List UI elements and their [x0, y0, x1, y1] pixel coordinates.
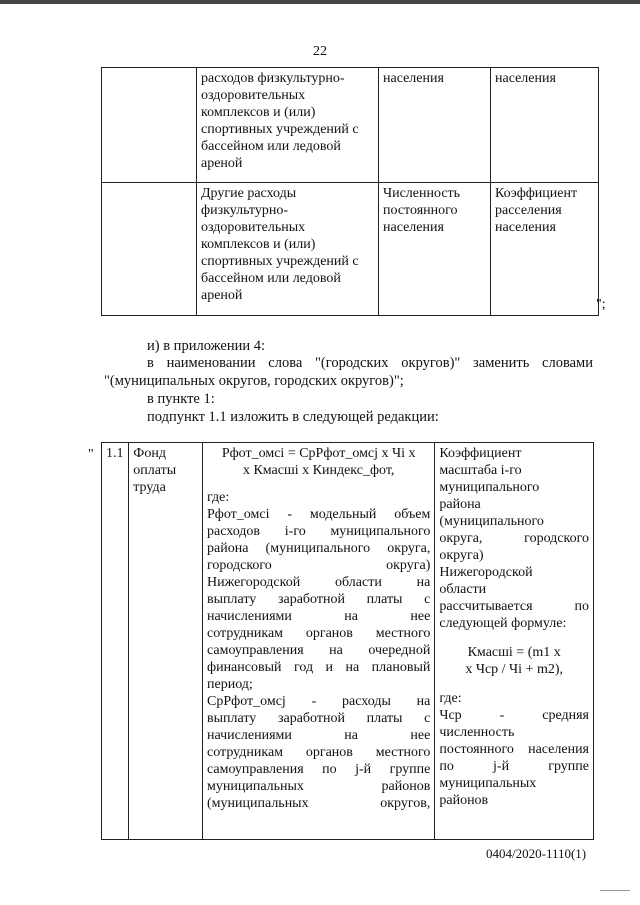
- coef-calc-rest: [439, 615, 589, 632]
- scan-top-edge: [0, 0, 640, 4]
- table-cell-formula: Рфот_омсi = СрРфот_омсj x Чi x x Кмасшi x Киндекс_фот, где: Рфот_омсi - модельный объем расходов i-го муниципального района (муниципального округа, городского округа) Нижегородской области на выплату заработной платы с начислениями на нее сотрудникам органов местного самоуправления на очередной финансовый год и на плановый период; СрРфот_омсj - расходы на выплату заработной платы с начислениями на нее сотрудникам органов местного самоуправления по j-й группе муниципальных районов (муниципальных округов,: [203, 443, 435, 840]
- text-line: Фонд: [133, 446, 166, 461]
- text-line: округа): [439, 548, 484, 563]
- text-line: масштаба i-го: [439, 463, 522, 478]
- definition-srrfot: [207, 693, 430, 812]
- table-cell-expense-name: [197, 68, 379, 183]
- text-line: Чср - средняя: [439, 708, 589, 723]
- text-line: (муниципальных округов,: [207, 796, 431, 811]
- coef-def-rest: [439, 775, 589, 809]
- text-line: Другие расходы: [201, 186, 297, 201]
- where-label: где:: [207, 490, 230, 505]
- text-line: сотрудникам органов местного: [207, 626, 431, 641]
- wage-fund-table: [101, 442, 594, 840]
- text-line: оплаты: [133, 463, 177, 478]
- text-line: расселения: [495, 203, 562, 218]
- indicators-table-continued: [101, 67, 599, 316]
- text-line: Рфот_омсi - модельный объем: [207, 507, 431, 522]
- table-cell-empty: [102, 68, 197, 183]
- text-line: Нижегородской: [439, 565, 533, 580]
- text-line: оздоровительных: [201, 88, 306, 103]
- text-line: ареной: [201, 288, 243, 303]
- text-line: x Кмасшi x Киндекс_фот,: [242, 463, 395, 478]
- text-line: самоуправления на очередной: [207, 643, 431, 658]
- table-cell-coefficient: [491, 183, 599, 316]
- text-line: сотрудникам органов местного: [207, 745, 431, 760]
- text-line: спортивных учреждений с: [201, 254, 359, 269]
- text-line: рассчитывается по: [439, 599, 589, 614]
- coef-intro-rest: [439, 479, 589, 513]
- text-line: оздоровительных: [201, 220, 306, 235]
- table-cell-coefficient: [491, 68, 599, 183]
- definition-rfot: [207, 506, 430, 676]
- table-cell-number: 1.1: [102, 443, 129, 840]
- table-row: [102, 68, 599, 183]
- text-line: Рфот_омсi = СрРфот_омсj x Чi x: [221, 446, 416, 461]
- paragraph-subpoint-1-1: подпункт 1.1 изложить в следующей редакции:: [147, 409, 439, 425]
- text-line: области: [439, 582, 487, 597]
- text-line: расходов i-го муниципального: [207, 524, 431, 539]
- coef-intro: [439, 445, 589, 479]
- table-cell-expense-name: [197, 183, 379, 316]
- text-line: спортивных учреждений с: [201, 122, 359, 137]
- text-line: выплату заработной платы с: [207, 592, 431, 607]
- text-line: расходов физкультурно-: [201, 71, 345, 86]
- text-line: постоянного населения: [439, 742, 589, 757]
- text-line: СрРфот_омсj - расходы на: [207, 694, 431, 709]
- text-line: района: [439, 497, 481, 512]
- text-line: муниципального: [439, 480, 540, 495]
- opening-quote: ": [88, 447, 94, 462]
- text-line: бассейном или ледовой: [201, 139, 341, 154]
- text-line: начислениями на нее: [207, 609, 431, 624]
- text-line: муниципальных: [439, 776, 537, 791]
- table-cell-empty: [102, 183, 197, 316]
- scan-edge-mark: [600, 890, 630, 891]
- text-line: округа, городского: [439, 531, 589, 546]
- text-line: самоуправления по j-й группе: [207, 762, 431, 777]
- coef-calc: [439, 598, 589, 615]
- table-cell-indicator: [379, 183, 491, 316]
- formula: [207, 445, 430, 479]
- text-line: Численность: [383, 186, 461, 201]
- coef-def-line: [439, 724, 589, 741]
- table-cell-expense-name: [129, 443, 203, 840]
- page-number: 22: [313, 44, 327, 59]
- text-line: (муниципального: [439, 514, 544, 529]
- text-line: выплату заработной платы с: [207, 711, 431, 726]
- paragraph-appendix-4: и) в приложении 4:: [147, 338, 266, 354]
- text-line: Кмасшi = (m1 x: [467, 645, 561, 660]
- coef-formula: [439, 644, 589, 678]
- text-line: Нижегородской области на: [207, 575, 431, 590]
- text-line: ареной: [201, 156, 243, 171]
- coef-mid-rest: [439, 547, 589, 598]
- table-cell-coefficient: [435, 443, 594, 840]
- paragraph-point-1: в пункте 1:: [147, 391, 215, 407]
- text-line: Коэффициент: [439, 446, 522, 461]
- coef-def: [439, 707, 589, 724]
- text-line: постоянного: [383, 203, 458, 218]
- text-line: финансовый год и на плановый: [207, 660, 431, 675]
- text-line: населения: [495, 220, 556, 235]
- coef-mid: [439, 513, 589, 547]
- text-line: районов: [439, 793, 489, 808]
- coef-where-label: где:: [439, 691, 462, 706]
- table-row: [102, 183, 599, 316]
- text-line: населения: [383, 71, 444, 86]
- text-line: бассейном или ледовой: [201, 271, 341, 286]
- text-line: комплексов и (или): [201, 237, 316, 252]
- text-line: комплексов и (или): [201, 105, 316, 120]
- paragraph-replacement-text: "(муниципальных округов, городских округов)";: [104, 373, 404, 389]
- table-cell-indicator: [379, 68, 491, 183]
- text-line: начислениями на нее: [207, 728, 431, 743]
- paragraph-replace-words: в наименовании слова "(городских округов)" заменить словами: [147, 355, 593, 371]
- text-line: населения: [383, 220, 444, 235]
- text-line: населения: [495, 71, 556, 86]
- text-line: Коэффициент: [495, 186, 578, 201]
- text-line: по j-й группе: [439, 759, 589, 774]
- text-line: района (муниципального округа,: [207, 541, 431, 556]
- text-line: x Чср / Чi + m2),: [465, 662, 563, 677]
- text-line: следующей формуле:: [439, 616, 567, 631]
- coef-def-just: [439, 741, 589, 775]
- document-code: 0404/2020-1110(1): [486, 846, 587, 861]
- text-line: физкультурно-: [201, 203, 289, 218]
- text-line: труда: [133, 480, 166, 495]
- table-row: [102, 443, 594, 840]
- text-line: городского округа): [207, 558, 431, 573]
- closing-quote: ";: [596, 297, 606, 312]
- text-line: численность: [439, 725, 515, 740]
- text-line: муниципальных районов: [207, 779, 431, 794]
